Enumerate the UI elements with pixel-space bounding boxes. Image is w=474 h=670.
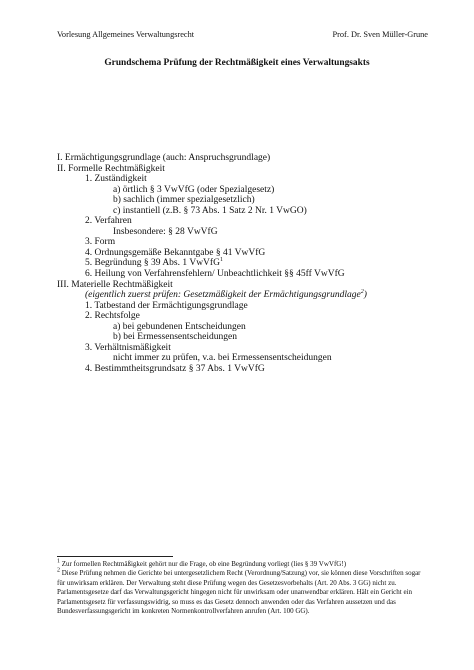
- footnote-number: 2: [57, 568, 60, 575]
- outline-item-suffix: ): [363, 290, 367, 301]
- outline-item-text: 4. Ordnungsgemäße Bekanntgabe § 41 VwVfG: [85, 247, 266, 258]
- outline-item-text: I. Ermächtigungsgrundlage (auch: Anspruchsgrundlage): [57, 153, 271, 163]
- outline-item-text: 3. Form: [85, 237, 116, 248]
- outline-item: [57, 364, 437, 375]
- outline-item: [57, 343, 437, 354]
- footnote-reference: 1: [219, 257, 223, 264]
- footnote-reference: 2: [360, 288, 364, 295]
- outline-item: [57, 164, 437, 175]
- outline-item-text: 4. Bestimmtheitsgrundsatz § 37 Abs. 1 VwVfG: [85, 363, 265, 374]
- outline-item-text: III. Materielle Rechtmäßigkeit: [57, 279, 173, 290]
- outline-item: [57, 227, 437, 238]
- footnote-text: Zur formellen Rechtmäßigkeit gehört nur die Frage, ob eine Begründung vorliegt (lies § 39 VwVfG!): [60, 560, 347, 568]
- outline-item-text: 2. Verfahren: [85, 216, 132, 227]
- footnote: [57, 560, 429, 569]
- outline-item-text: b) bei Ermessensentscheidungen: [113, 332, 237, 343]
- outline-item: [57, 153, 437, 164]
- outline-item-text: 1. Tatbestand der Ermächtigungsgrundlage: [85, 300, 248, 311]
- header-author: Prof. Dr. Sven Müller-Grune: [332, 30, 428, 39]
- outline-item: [57, 206, 437, 217]
- outline-item: [57, 248, 437, 259]
- outline-item: [57, 280, 437, 291]
- outline-item: [57, 216, 437, 227]
- outline-item-text: (eigentlich zuerst prüfen: Gesetzmäßigkeit der Ermächtigungsgrundlage: [85, 290, 361, 301]
- document-title: Grundschema Prüfung der Rechtmäßigkeit eines Verwaltungsakts: [104, 58, 370, 68]
- footnote-number: 1: [57, 558, 60, 565]
- outline-item: [57, 174, 437, 185]
- outline-item: [57, 301, 437, 312]
- outline-item: [57, 353, 437, 364]
- header-course: Vorlesung Allgemeines Verwaltungsrecht: [57, 30, 195, 39]
- outline-item-text: Insbesondere: § 28 VwVfG: [113, 226, 218, 237]
- outline-item-text: a) örtlich § 3 VwVfG (oder Spezialgesetz): [113, 184, 275, 195]
- footnotes: [57, 560, 429, 616]
- outline-item: [57, 195, 437, 206]
- outline-item: [57, 258, 437, 269]
- footnote: [57, 569, 429, 616]
- footnote-separator: [57, 556, 173, 557]
- outline-item-text: 6. Heilung von Verfahrensfehlern/ Unbeachtlichkeit §§ 45ff VwVfG: [85, 269, 345, 280]
- outline-item-text: c) instantiell (z.B. § 73 Abs. 1 Satz 2 Nr. 1 VwGO): [113, 205, 307, 216]
- outline-item: [57, 332, 437, 343]
- outline-item: [57, 290, 437, 301]
- footnote-text: Diese Prüfung nehmen die Gerichte bei untergesetzlichem Recht (Verordnung/Satzung) vor, sie können diese Vorschriften sogar für unwirksam erklären. Der Verwaltung steht diese Prüfung wegen des Gesetzesvorbehalts (Art. 20 Abs. 3 GG) nicht zu. Parlamentsgesetze darf das Verwaltungsgericht hingegen nicht für unwirksam oder unanwendbar erklären. Hält ein Gericht ein Parlamentsgesetz für verfassungswidrig, so muss es das Gesetz dennoch anwenden oder das Verfahren aussetzen und das Bundesverfassungsgericht im konkreten Normenkontrollverfahren anrufen (Art. 100 GG).: [57, 569, 421, 616]
- outline-item-text: a) bei gebundenen Entscheidungen: [113, 321, 246, 332]
- outline-item: [57, 185, 437, 196]
- outline-item: [57, 269, 437, 280]
- outline-item-text: 5. Begründung § 39 Abs. 1 VwVfG: [85, 258, 220, 269]
- outline-item: [57, 311, 437, 322]
- outline-item-text: 2. Rechtsfolge: [85, 311, 140, 322]
- outline-list: [57, 153, 437, 374]
- outline-item: [57, 237, 437, 248]
- outline-item-text: 3. Verhältnismäßigkeit: [85, 342, 171, 353]
- outline-item-text: 1. Zuständigkeit: [85, 174, 147, 185]
- outline-item-text: II. Formelle Rechtmäßigkeit: [57, 163, 165, 174]
- outline-item-text: b) sachlich (immer spezialgesetzlich): [113, 195, 255, 206]
- outline-item: [57, 322, 437, 333]
- outline-item-text: nicht immer zu prüfen, v.a. bei Ermessensentscheidungen: [113, 353, 332, 364]
